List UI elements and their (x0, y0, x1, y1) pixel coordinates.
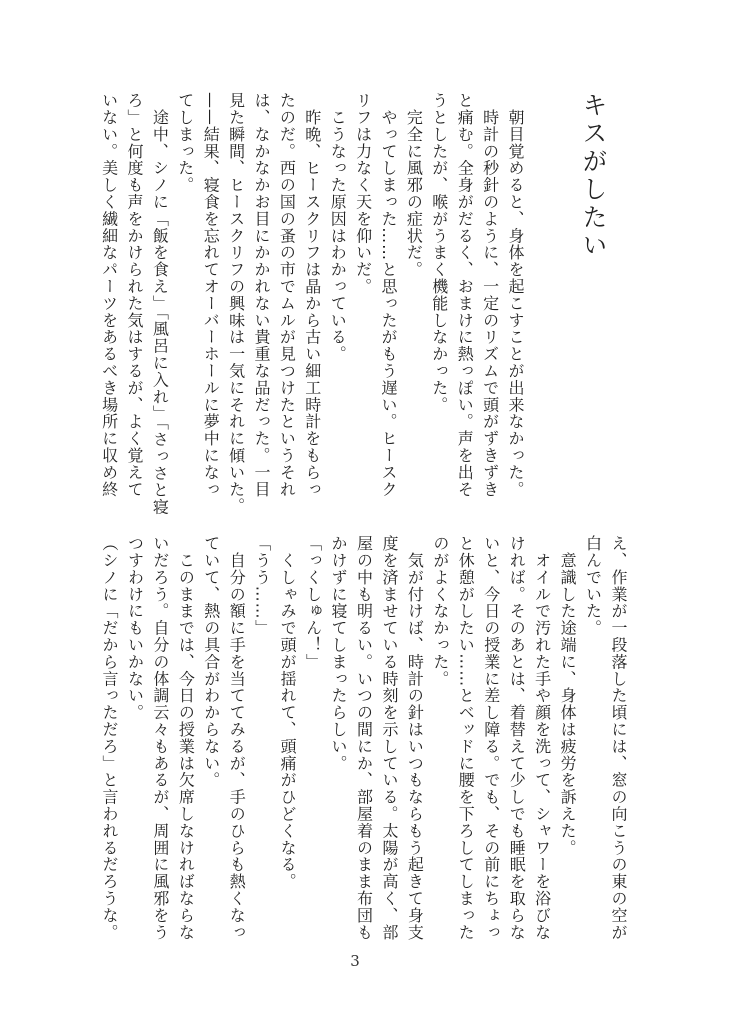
text-column: ろ」と何度も声をかけられた気はするが、よく覚えて (125, 92, 144, 498)
page-number: 3 (350, 952, 360, 970)
story-title: キスがしたい (579, 92, 608, 260)
text-column: （シノに「だから言っただろ」と言われるだろうな。 (100, 535, 119, 941)
text-column: うとしたが、喉がうまく機能しなかった。 (429, 92, 449, 414)
text-column: いだろう。自分の体調云々もあるが、周囲に風邪をう (150, 535, 170, 941)
text-column: と休憩がしたい……とベッドに腰を下ろしてしまった (456, 535, 476, 941)
text-column: ければ。そのあとは、着替えて少しでも睡眠を取らな (507, 535, 527, 941)
text-column: いない。美しく繊細なパーツをあるべき場所に収め終 (99, 92, 119, 498)
text-column: てしまった。 (175, 92, 195, 194)
text-column: 昨晩、ヒースクリフは晶から古い細工時計をもらっ (302, 92, 322, 498)
text-column: このままでは、今日の授業は欠席しなければならな (176, 535, 196, 941)
text-column: ていて、熱の具合がわからない。 (201, 535, 221, 789)
text-column: やってしまった……と思ったがもう遅い。ヒースク (379, 92, 398, 498)
text-column: 途中、シノに「飯を食え」「風呂に入れ」「さっさと寝 (150, 92, 170, 516)
text-column: 度を済ませている時刻を示している。太陽が高く、部 (379, 535, 399, 941)
text-column: と痛む。全身がだるく、おまけに熱っぽい。声を出そ (455, 92, 475, 498)
text-column: たのだ。西の国の蚤の市でムルが見つけたというそれ (277, 92, 297, 498)
text-column: 朝目覚めると、身体を起こすことが出来なかった。 (506, 92, 525, 498)
text-column: のがよくなかった。 (430, 535, 450, 688)
text-column: かけずに寝てしまったらしい。 (329, 535, 349, 772)
text-column: 白んでいた。 (583, 535, 603, 637)
text-column: 「っくしゅん！」 (303, 535, 323, 671)
text-column: つすわけにもいかない。 (125, 535, 145, 721)
text-column: ——結果、寝食を忘れてオーバーホールに夢中になっ (201, 92, 221, 498)
text-column: 時計の秒針のように、一定のリズムで頭がずきずき (480, 92, 500, 498)
text-column: 完全に風邪の症状だ。 (404, 92, 424, 278)
text-column: オイルで汚れた手や顔を洗って、シャワーを浴びな (532, 535, 552, 941)
text-column: は、なかなかお目にかかれない貴重な品だった。一目 (252, 92, 271, 498)
text-column: くしゃみで頭が揺れて、頭痛がひどくなる。 (278, 535, 298, 890)
text-column: こうなった原因はわかっている。 (328, 92, 348, 363)
text-column: え、作業が一段落した頃には、窓の向こうの東の空が (609, 535, 628, 941)
text-column: 意識した途端に、身体は疲労を訴えた。 (558, 535, 578, 857)
text-column: いと、今日の授業に差し障る。でも、その前にちょっ (481, 535, 501, 941)
text-column: 気が付けば、時計の針はいつもならもう起きて身支 (405, 535, 425, 941)
text-column: 屋の中も明るい。いつの間にか、部屋着のまま布団も (354, 535, 374, 941)
text-column: 「うう……」 (252, 535, 272, 637)
text-column: 見た瞬間、ヒースクリフの興味は一気にそれに傾いた。 (226, 92, 246, 515)
text-column: リフは力なく天を仰いだ。 (353, 92, 373, 295)
text-column: 自分の額に手を当ててみるが、手のひらも熱くなっ (227, 535, 247, 941)
